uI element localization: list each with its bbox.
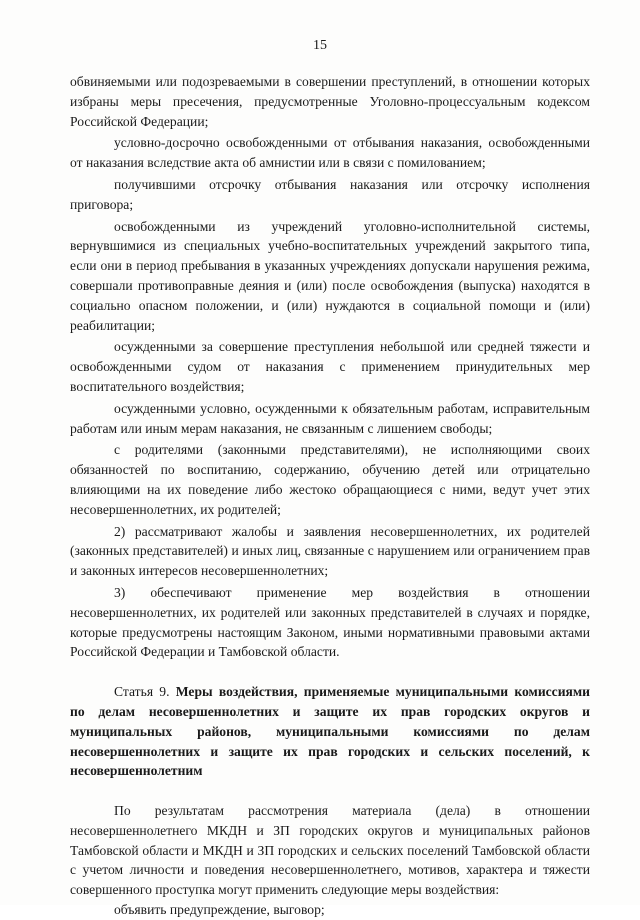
article-number: Статья 9. [114, 684, 170, 700]
page-number: 15 [313, 38, 327, 53]
paragraph: объявить предупреждение, выговор; [114, 902, 325, 918]
paragraph: 2) рассматривают жалобы и заявления несовершеннолетних, их родителей (законных представителей) и иных лиц, связанные с нарушением или ограничением прав и законных интересов несовершеннолетних; [70, 523, 590, 579]
paragraph: условно-досрочно освобожденными от отбывания наказания, освобожденными от наказания вследствие акта об амнистии или в связи с помилованием; [70, 135, 590, 171]
article-title: Меры воздействия, применяемые муниципальными комиссиями по делам несовершеннолетних и защите их прав городских округов и муниципальных районов, муниципальными комиссиями по делам несовершеннолетних и защите их прав городских и сельских поселений, к несовершеннолетним [70, 684, 590, 779]
article-heading [70, 682, 590, 781]
paragraph: осужденными за совершение преступления небольшой или средней тяжести и освобожденными судом от наказания с применением принудительных мер воспитательного воздействия; [70, 339, 590, 394]
paragraph: 3) обеспечивают применение мер воздействия в отношении несовершеннолетних, их родителей или законных представителей в случаях и порядке, которые предусмотрены настоящим Законом, иными нормативными правовыми актами Российской Федерации и Тамбовской области. [70, 584, 590, 660]
paragraph: с родителями (законными представителями), не исполняющими своих обязанностей по воспитанию, содержанию, обучению детей или отрицательно влияющими на их поведение либо жестоко обращающиеся с ними, ведут учет этих несовершеннолетних, их родителей; [70, 442, 590, 517]
paragraph-continuation: обвиняемыми или подозреваемыми в совершении преступлений, в отношении которых избраны меры пресечения, предусмотренные Уголовно-процессуальным кодексом Российской Федерации; [70, 74, 590, 129]
paragraph: осужденными условно, осужденными к обязательным работам, исправительным работам или иным мерам наказания, не связанным с лишением свободы; [70, 400, 590, 436]
document-body [70, 72, 590, 920]
paragraph: освобожденными из учреждений уголовно-исполнительной системы, вернувшимися из специальных учебно-воспитательных учреждений закрытого типа, если они в период пребывания в указанных учреждениях допускали нарушения режима, совершали противоправные деяния и (или) после освобождения (выпуска) находятся в социально опасном положении, и (или) нуждаются в социальной помощи и (или) реабилитации; [70, 218, 590, 333]
paragraph: получившими отсрочку отбывания наказания или отсрочку исполнения приговора; [70, 176, 590, 212]
paragraph: По результатам рассмотрения материала (дела) в отношении несовершеннолетнего МКДН и ЗП городских округов и муниципальных районов Тамбовской области и МКДН и ЗП городских и сельских поселений Тамбовской области с учетом личности и поведения несовершеннолетнего, мотивов, характера и тяжести совершенного проступка могут применить следующие меры воздействия: [70, 803, 590, 898]
